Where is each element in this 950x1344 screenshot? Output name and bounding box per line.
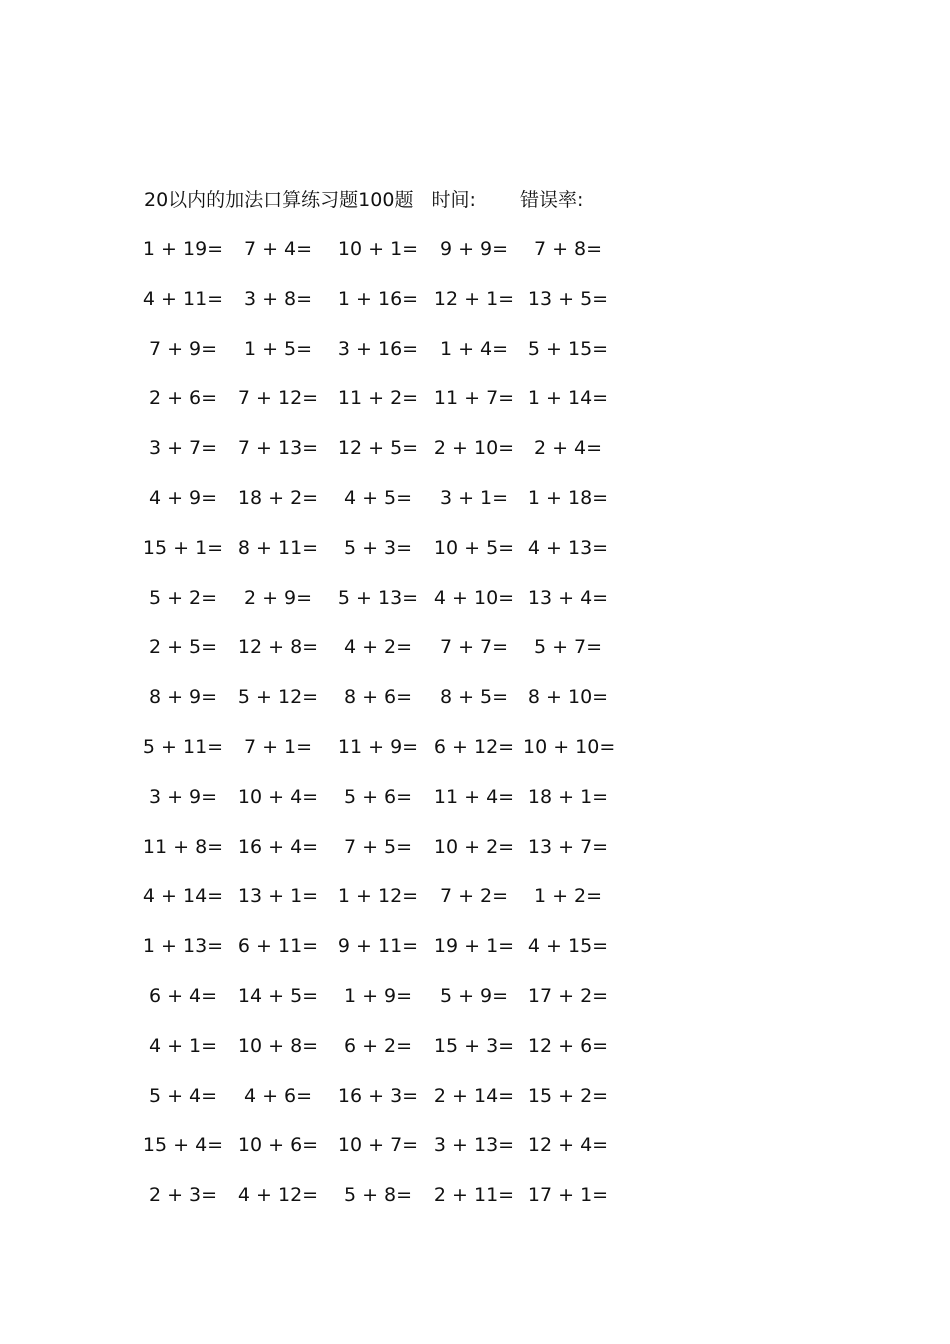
problem-item: 1 + 13= bbox=[142, 935, 224, 958]
problem-item: 4 + 9= bbox=[148, 486, 218, 509]
problem-item: 10 + 5= bbox=[433, 536, 515, 559]
problem-item: 4 + 2= bbox=[343, 636, 413, 659]
problem-item: 11 + 2= bbox=[337, 387, 419, 410]
problem-item: 3 + 7= bbox=[148, 437, 218, 460]
problem-item: 6 + 4= bbox=[148, 984, 218, 1007]
problem-item: 17 + 2= bbox=[527, 984, 609, 1007]
problem-item: 8 + 5= bbox=[439, 686, 509, 709]
problem-item: 18 + 2= bbox=[237, 486, 319, 509]
error-rate-label: 错误率: bbox=[519, 189, 584, 211]
problem-item: 13 + 5= bbox=[527, 287, 609, 310]
problem-item: 2 + 6= bbox=[148, 387, 218, 410]
problem-item: 7 + 13= bbox=[237, 437, 319, 460]
problem-item: 13 + 4= bbox=[527, 586, 609, 609]
problem-item: 4 + 5= bbox=[343, 486, 413, 509]
problem-item: 10 + 6= bbox=[237, 1134, 319, 1157]
problem-item: 8 + 6= bbox=[343, 686, 413, 709]
problem-item: 5 + 11= bbox=[142, 735, 224, 758]
problem-item: 5 + 6= bbox=[343, 785, 413, 808]
problem-item: 2 + 5= bbox=[148, 636, 218, 659]
problem-item: 11 + 7= bbox=[433, 387, 515, 410]
problem-item: 5 + 13= bbox=[337, 586, 419, 609]
problem-item: 5 + 3= bbox=[343, 536, 413, 559]
problem-item: 3 + 16= bbox=[337, 337, 419, 360]
problem-item: 1 + 5= bbox=[243, 337, 313, 360]
problem-item: 11 + 4= bbox=[433, 785, 515, 808]
problem-item: 1 + 9= bbox=[343, 984, 413, 1007]
problem-item: 12 + 8= bbox=[237, 636, 319, 659]
problem-item: 7 + 1= bbox=[243, 735, 313, 758]
problem-item: 4 + 10= bbox=[433, 586, 515, 609]
problem-item: 13 + 7= bbox=[527, 835, 609, 858]
problem-item: 4 + 13= bbox=[527, 536, 609, 559]
problem-item: 6 + 11= bbox=[237, 935, 319, 958]
problem-item: 2 + 11= bbox=[433, 1184, 515, 1207]
problem-item: 4 + 6= bbox=[243, 1084, 313, 1107]
problem-item: 1 + 12= bbox=[337, 885, 419, 908]
problem-item: 7 + 5= bbox=[343, 835, 413, 858]
problem-item: 6 + 2= bbox=[343, 1034, 413, 1057]
problem-item: 10 + 1= bbox=[337, 238, 419, 260]
problem-item: 7 + 7= bbox=[439, 636, 509, 659]
problem-item: 3 + 8= bbox=[243, 287, 313, 310]
problem-item: 12 + 1= bbox=[433, 287, 515, 310]
problem-item: 6 + 12= bbox=[433, 735, 515, 758]
problem-item: 9 + 11= bbox=[337, 935, 419, 958]
problem-item: 4 + 14= bbox=[142, 885, 224, 908]
problem-item: 5 + 4= bbox=[148, 1084, 218, 1107]
problem-item: 5 + 7= bbox=[533, 636, 603, 659]
problem-item: 8 + 9= bbox=[148, 686, 218, 709]
problem-item: 10 + 7= bbox=[337, 1134, 419, 1157]
problem-item: 4 + 11= bbox=[142, 287, 224, 310]
problem-item: 1 + 16= bbox=[337, 287, 419, 310]
problem-item: 5 + 15= bbox=[527, 337, 609, 360]
problem-item: 11 + 9= bbox=[337, 735, 419, 758]
problem-item: 13 + 1= bbox=[237, 885, 319, 908]
problem-item: 7 + 8= bbox=[533, 238, 603, 260]
problem-item: 17 + 1= bbox=[527, 1184, 609, 1207]
problem-item: 7 + 4= bbox=[243, 238, 313, 260]
problem-item: 2 + 3= bbox=[148, 1184, 218, 1207]
problem-item: 12 + 5= bbox=[337, 437, 419, 460]
problem-item: 16 + 4= bbox=[237, 835, 319, 858]
problem-item: 16 + 3= bbox=[337, 1084, 419, 1107]
problem-item: 1 + 18= bbox=[527, 486, 609, 509]
problem-item: 4 + 15= bbox=[527, 935, 609, 958]
problem-item: 8 + 10= bbox=[527, 686, 609, 709]
problem-item: 10 + 2= bbox=[433, 835, 515, 858]
problem-item: 18 + 1= bbox=[527, 785, 609, 808]
problem-item: 15 + 2= bbox=[527, 1084, 609, 1107]
problem-item: 1 + 14= bbox=[527, 387, 609, 410]
worksheet-header bbox=[144, 186, 583, 214]
problem-item: 7 + 2= bbox=[439, 885, 509, 908]
problem-item: 15 + 4= bbox=[142, 1134, 224, 1157]
problem-item: 4 + 1= bbox=[148, 1034, 218, 1057]
problem-item: 14 + 5= bbox=[237, 984, 319, 1007]
problem-item: 2 + 14= bbox=[433, 1084, 515, 1107]
problem-item: 1 + 2= bbox=[533, 885, 603, 908]
problem-item: 5 + 12= bbox=[237, 686, 319, 709]
problem-item: 3 + 13= bbox=[433, 1134, 515, 1157]
problem-item: 5 + 2= bbox=[148, 586, 218, 609]
problem-item: 15 + 1= bbox=[142, 536, 224, 559]
problem-item: 15 + 3= bbox=[433, 1034, 515, 1057]
problem-item: 2 + 4= bbox=[533, 437, 603, 460]
problem-item: 7 + 9= bbox=[148, 337, 218, 360]
problem-item: 19 + 1= bbox=[433, 935, 515, 958]
problem-item: 2 + 10= bbox=[433, 437, 515, 460]
problem-item: 1 + 4= bbox=[439, 337, 509, 360]
problem-item: 5 + 8= bbox=[343, 1184, 413, 1207]
problem-item: 3 + 9= bbox=[148, 785, 218, 808]
problem-item: 11 + 8= bbox=[142, 835, 224, 858]
worksheet-title: 20以内的加法口算练习题100题 bbox=[144, 189, 414, 211]
problem-item: 8 + 11= bbox=[237, 536, 319, 559]
problem-item: 12 + 6= bbox=[527, 1034, 609, 1057]
problem-item: 3 + 1= bbox=[439, 486, 509, 509]
problem-item: 9 + 9= bbox=[439, 238, 509, 260]
problem-item: 1 + 19= bbox=[142, 238, 224, 260]
problem-item: 10 + 10= bbox=[523, 735, 616, 758]
problem-item: 10 + 4= bbox=[237, 785, 319, 808]
problem-item: 4 + 12= bbox=[237, 1184, 319, 1207]
problem-item: 2 + 9= bbox=[243, 586, 313, 609]
problem-item: 5 + 9= bbox=[439, 984, 509, 1007]
problem-item: 12 + 4= bbox=[527, 1134, 609, 1157]
problem-item: 10 + 8= bbox=[237, 1034, 319, 1057]
time-label: 时间: bbox=[431, 189, 476, 211]
problem-item: 7 + 12= bbox=[237, 387, 319, 410]
